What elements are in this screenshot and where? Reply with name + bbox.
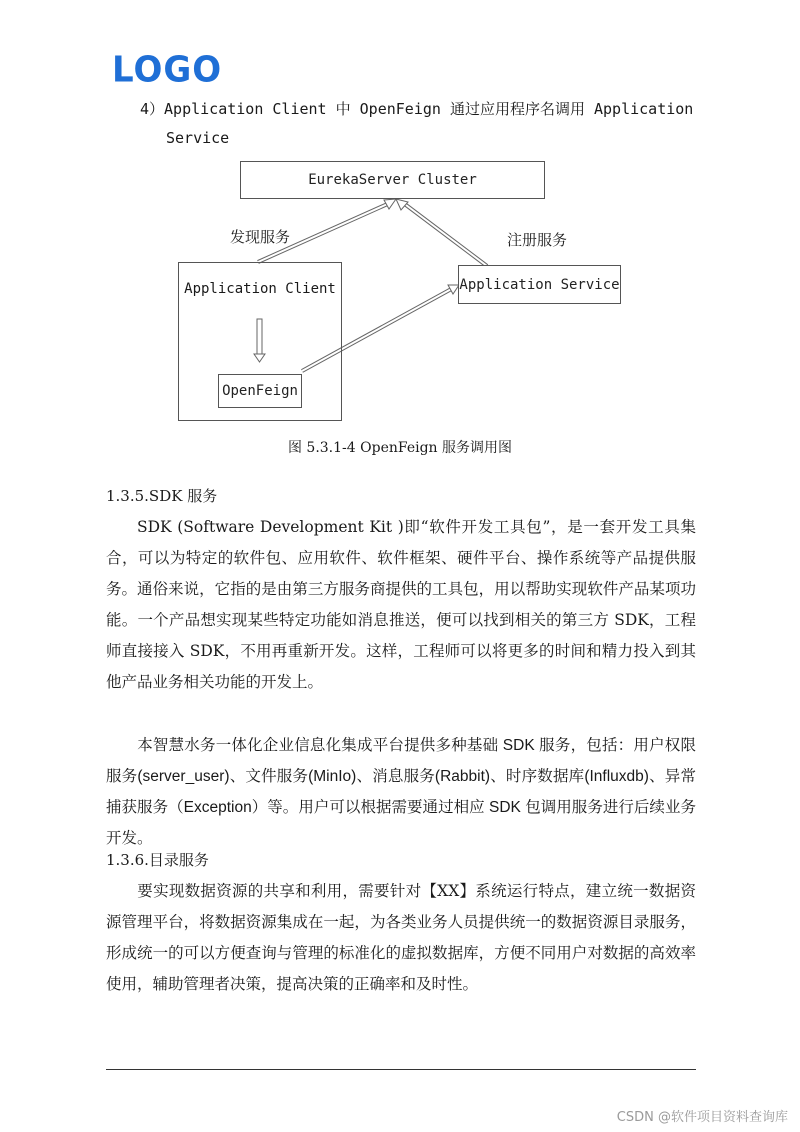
eureka-server-box: EurekaServer Cluster	[240, 161, 545, 199]
label-register: 注册服务	[507, 231, 568, 249]
intro-line-1: 4）Application Client 中 OpenFeign 通过应用程序名调用 Application	[140, 100, 694, 118]
section-sdk-paragraph-2	[106, 730, 696, 854]
application-client-label: Application Client	[184, 281, 336, 297]
openfeign-box: OpenFeign	[218, 374, 302, 408]
label-discover: 发现服务	[230, 228, 291, 246]
application-service-box: Application Service	[458, 265, 621, 304]
arrow-register	[396, 199, 487, 266]
footer-divider	[106, 1069, 696, 1070]
figure-caption: 图 5.3.1-4 OpenFeign 服务调用图	[287, 440, 513, 456]
diagram-arrows	[0, 0, 800, 440]
section-sdk-paragraph-1	[106, 512, 696, 698]
logo: LOGO	[112, 49, 223, 91]
intro-line-2: Service	[166, 129, 230, 147]
section-catalog-p1-text: 要实现数据资源的共享和利用，需要针对【XX】系统运行特点，建立统一数据资源管理平台，将数据资源集成在一起，为各类业务人员提供统一的数据资源目录服务，形成统一的可以方便查询与管理的标准化的虚拟数据库，方便不同用户对数据的高效率使用，辅助管理者决策，提高决策的正确率和及时性。	[106, 882, 696, 993]
section-catalog-paragraph-1	[106, 876, 696, 1000]
section-sdk-heading: 1.3.5.SDK 服务	[106, 487, 218, 505]
section-catalog-heading: 1.3.6.目录服务	[106, 851, 209, 869]
section-sdk-p2-text: 本智慧水务一体化企业信息化集成平台提供多种基础 SDK 服务，包括：用户权限服务(server_user)、文件服务(MinIo)、消息服务(Rabbit)、时序数据库(Influxdb)、异常捕获服务（Exception）等。用户可以根据需要通过相应 SDK 包调用服务进行后续业务开发。	[106, 737, 696, 847]
watermark: CSDN @软件项目资料查询库	[616, 1110, 788, 1125]
section-sdk-p1-text: SDK (Software Development Kit )即“软件开发工具包”，是一套开发工具集合，可以为特定的软件包、应用软件、软件框架、硬件平台、操作系统等产品提供服务。通俗来说，它指的是由第三方服务商提供的工具包，用以帮助实现软件产品某项功能。一个产品想实现某些特定功能如消息推送，便可以找到相关的第三方 SDK，工程师直接接入 SDK，不用再重新开发。这样，工程师可以将更多的时间和精力投入到其他产品业务相关功能的开发上。	[106, 518, 696, 691]
